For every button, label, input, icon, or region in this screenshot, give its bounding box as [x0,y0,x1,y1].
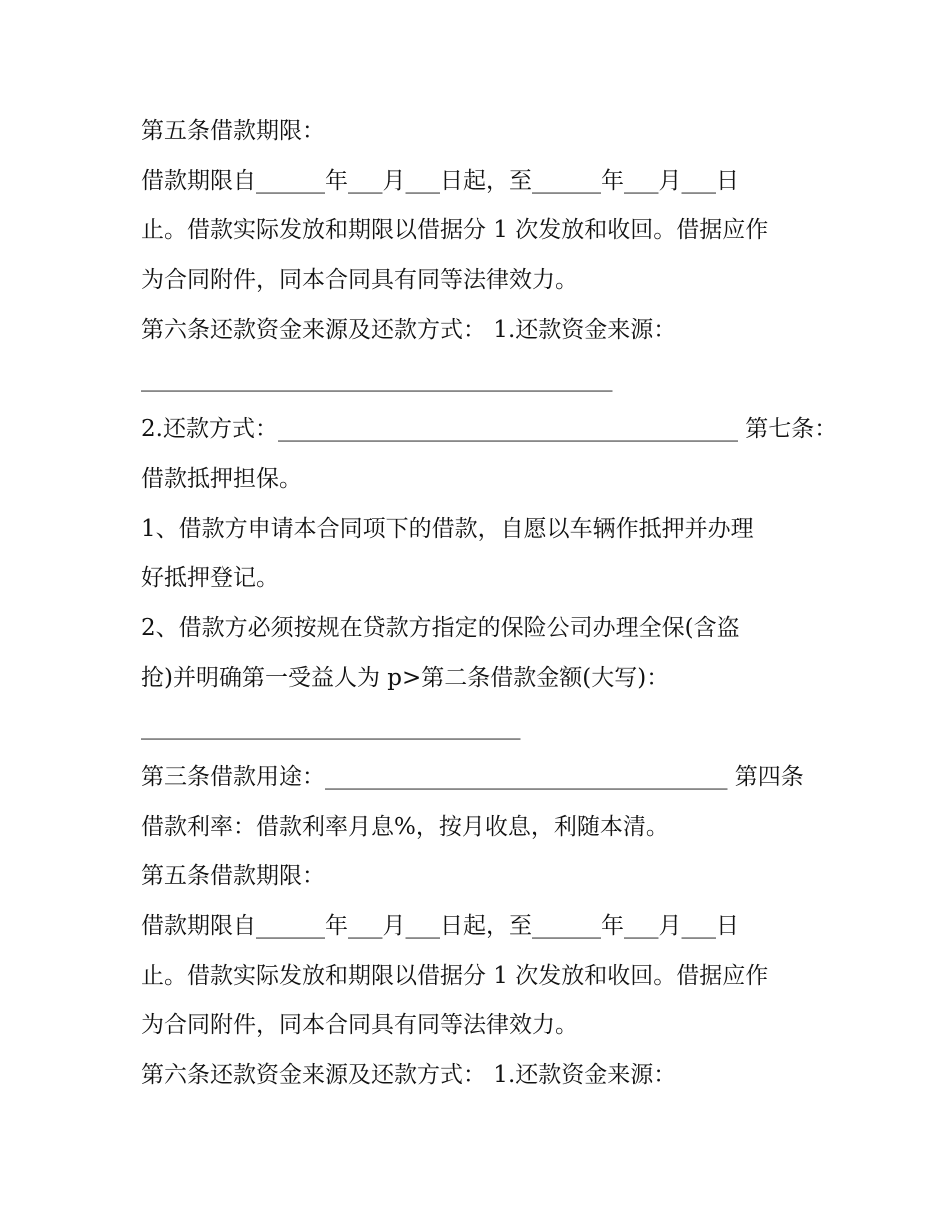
interest-rate-line: 借款利率：借款利率月息%，按月收息，利随本清。 [141,813,669,840]
loan-amount-blank: _________________________________ [141,714,521,741]
mortgage-guarantee-line: 借款抵押担保。 [141,465,302,492]
contract-page [141,107,838,1101]
mortgage-clause-1-cont: 好抵押登记。 [141,565,279,592]
article-5-heading-repeat: 第五条借款期限： [141,863,325,890]
article-3-purpose-line: 第三条借款用途：___________________________________ 第四条 [141,763,804,790]
insurance-clause-2-cont: 抢)并明确第一受益人为 p>第二条借款金额(大写)： [141,664,670,691]
contract-attachment-line-repeat: 为合同附件，同本合同具有同等法律效力。 [141,1012,578,1039]
article-6-heading: 第六条还款资金来源及还款方式： 1.还款资金来源： [141,316,677,343]
loan-disbursement-line-repeat: 止。借款实际发放和期限以借据分 1 次发放和收回。借据应作 [141,962,769,989]
article-5-heading: 第五条借款期限： [141,118,325,144]
repayment-source-blank: _________________________________________ [141,366,613,393]
insurance-clause-2: 2、借款方必须按规在贷款方指定的保险公司办理全保(含盗 [141,614,740,641]
contract-attachment-line: 为合同附件，同本合同具有同等法律效力。 [141,267,578,294]
loan-term-line: 借款期限自______年___月___日起，至______年___月___日 [141,167,739,194]
repayment-method-line: 2.还款方式：________________________________________ 第七条： [141,416,838,443]
loan-disbursement-line: 止。借款实际发放和期限以借据分 1 次发放和收回。借据应作 [141,217,769,244]
article-6-heading-repeat: 第六条还款资金来源及还款方式： 1.还款资金来源： [141,1062,677,1089]
loan-term-line-repeat: 借款期限自______年___月___日起，至______年___月___日 [141,913,739,939]
mortgage-clause-1: 1、借款方申请本合同项下的借款，自愿以车辆作抵押并办理 [141,515,754,542]
